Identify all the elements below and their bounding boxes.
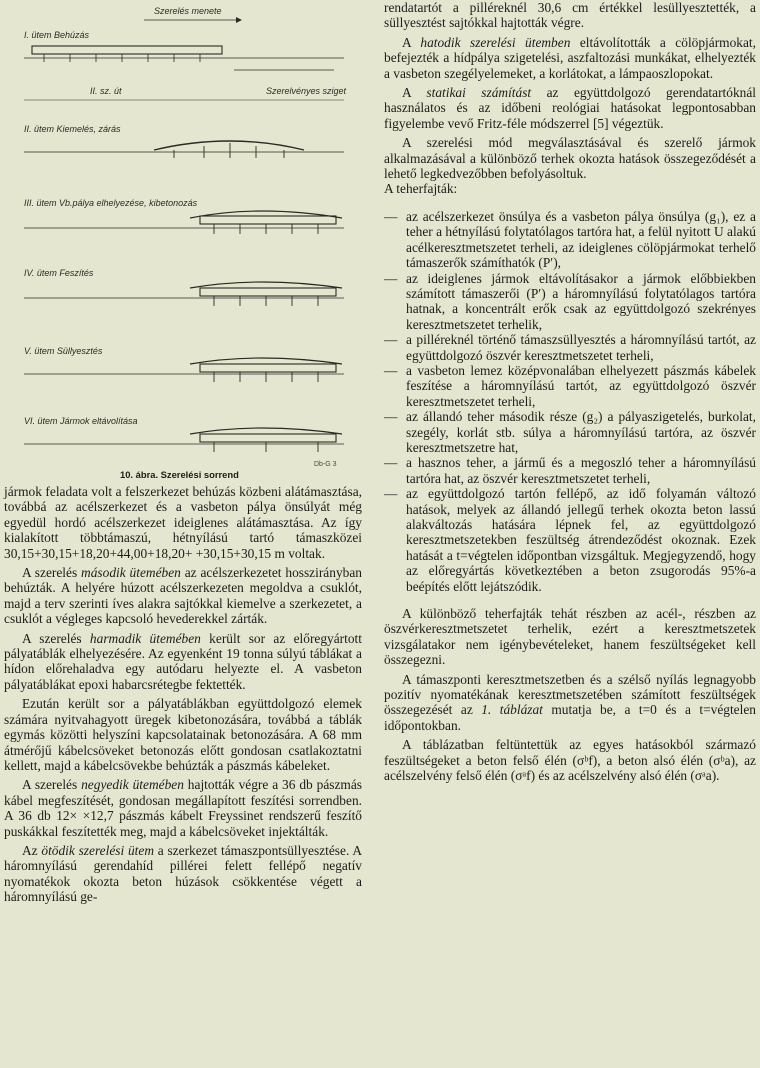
- right-paragraph-7: A támaszponti keresztmetszetben és a szélső nyílás legnagyobb pozitív nyomatékának keresztmetszetében számított feszültségek összegezését az 1. táblázat mutatja be, a t=0 és a t=végtelen időpontokban.: [384, 671, 756, 733]
- right-paragraph-1: rendatartót a pilléreknél 30,6 cm értékkel lesüllyesztették, a süllyesztést sajtókkal hajtották végre.: [384, 0, 756, 31]
- right-paragraph-2: A hatodik szerelési ütemben eltávolították a cölöpjármokat, befejezték a hídpálya szigetelési, aszfaltozási munkákat, elhelyezték a vasbeton szegélyelemeket, a korlátokat, a lámpaoszlopokat.: [384, 34, 757, 81]
- load-item-2: — az ideiglenes jármok eltávolításakor a jármok előbbiekben számított támaszerői (P′) a háromnyílású folytatólagos tartóra hatnak, a koncentrált erők csak az együttdolgozó szekrényes keresztmetszetet terhelik,: [384, 271, 756, 333]
- stage-4-drawing: [24, 282, 344, 306]
- right-paragraph-4: A szerelési mód megválasztásával és szerelő jármok alkalmazásával a különböző terhek okozta hatások összegeződését a lehető legkedvezőbben befolyásoltuk.: [384, 135, 756, 182]
- load-item-7: — az együttdolgozó tartón fellépő, az idő folyamán változó hatások, melyek az állandó jellegű terhek okozta beton lassú alakváltozás hatására lépnek fel, az együttdolgozó keresztmetszetekben feszültség átrendeződést okoznak. Ezek hatását a t=végtelen időpontban vizsgáltuk. Megjegyzendő, hogy az előregyártás következtében a beton zsugorodás 95%-a beépítés előtt lejátszódik.: [384, 486, 756, 594]
- load-item-1: — az acélszerkezet önsúlya és a vasbeton pálya önsúlya (g₁), ez a teher a hétnyílású folytatólagos tartóra hat, a felül nyitott U alakú acélkeresztmetszetet terheli, az ideiglenes cölöpjármokat terhelő támaszerők számíthatók (P′),: [384, 209, 756, 271]
- stage-5-drawing: [24, 358, 344, 382]
- right-paragraph-6: A különböző teherfajták tehát részben az acél-, részben az öszvérkeresztmetszetet terhelik, ezért a keresztmetszetek vizsgálatakor nem igénybevételeket, hanem feszültségeket kell összegezni.: [384, 606, 756, 668]
- figure-caption: 10. ábra. Szerelési sorrend: [120, 469, 239, 480]
- assembly-sequence-diagram: [4, 0, 362, 484]
- right-column: [384, 0, 756, 784]
- load-types-list: [384, 209, 756, 594]
- left-paragraph-6: Az ötödik szerelési ütem a szerkezet támaszpontsüllyesztése. A háromnyílású gerendahíd pillérei felett fellépő negatív nyomatékok okozta beton húzások csökkentése végett a háromnyílású ge-: [4, 842, 362, 905]
- left-paragraph-4: Ezután került sor a pályatáblákban együttdolgozó elemek számára nyitvahagyott üregek kibetonozására, továbbá a táblák egymás közötti helyszíni kapcsolatainak betonozására. A 68 mm átmérőjű kábelcsöveket betonozás előtt gondosan csatlakoztatni kellett, majd a kábelcsövekbe behúzták a pászmás kábeleket.: [4, 696, 362, 773]
- load-item-6: — a hasznos teher, a jármű és a megoszló teher a háromnyílású tartóra hat, az öszvér keresztmetszetet terheli,: [384, 455, 756, 486]
- stage-label-3: III. ütem Vb.pálya elhelyezése, kibetonozás: [24, 198, 198, 208]
- assembly-direction-label: Szerelés menete: [154, 6, 222, 16]
- load-item-4: — a vasbeton lemez középvonalában elhelyezett pászmás kábelek feszítése a háromnyílású tartót, az együttdolgozó öszvér keresztmetszetet terheli,: [384, 363, 756, 409]
- figure-10: [4, 0, 362, 484]
- load-types-heading: A teherfajták:: [384, 181, 458, 197]
- left-column: [4, 0, 362, 905]
- direction-arrow-head: [236, 17, 242, 23]
- island-label: Szerelvényes sziget: [266, 86, 347, 96]
- load-item-5: — az állandó teher második része (g₂) a pályaszigetelés, burkolat, szegély, korlát stb. súlya a háromnyílású tartóra, az öszvér keresztmetszetre hat,: [384, 409, 756, 455]
- stage-2-drawing: [24, 141, 344, 158]
- stage-label-5: V. ütem Süllyesztés: [24, 346, 103, 356]
- load-item-3: — a pilléreknél történő támaszsüllyesztés a háromnyílású tartót, az együttdolgozó öszvér keresztmetszetet terheli,: [384, 332, 756, 363]
- stage-label-4: IV. ütem Feszítés: [24, 268, 94, 278]
- right-paragraph-3: A statikai számítást az együttdolgozó gerendatartóknál használatos és az időbeni reológiai hatásokat legpontosabban figyelembe vevő Fritz-féle módszerrel [5] végeztük.: [384, 85, 757, 131]
- right-paragraph-8: A táblázatban feltüntettük az egyes hatásokból származó feszültségeket a beton felső élén (σᵇf), a beton alsó élén (σᵇa), az acélszelvény felső élén (σᵃf) és az acélszelvény alsó élén (σᵃa).: [384, 737, 756, 784]
- stage-3-drawing: [24, 211, 344, 234]
- left-paragraph-5: A szerelés negyedik ütemében hajtották végre a 36 db pászmás kábel megfeszítését, gondosan megállapított feszítési sorrendben. A 36 db 12× ×12,7 pászmás kábelt Freyssinet rendszerű feszítő puskákkal feszítették meg, majd a kábelcsöveket injektálták.: [4, 777, 362, 839]
- left-paragraph-2: A szerelés második ütemében az acélszerkezetet hosszirányban behúzták. A helyére húzott acélszerkezeten megoldva a csuklót, majd a terv szerinti íves alakra sajtókkal kiemelve a szerkezetet, a csuklót a végleges kapcsoló hevederekkel zárták.: [4, 565, 362, 627]
- stage-label-1: I. ütem Behúzás: [24, 30, 90, 40]
- left-paragraph-1: jármok feladata volt a felszerkezet behúzás közbeni alátámasztása, továbbá az acélszerkezet és a vasbeton pálya önsúlyát még egyedül hordó acélszerkezet ideiglenes alátámasztása. Az így kialakított többtámaszú, hétnyílású tartó támaszközei 30,15+30,15+18,20+44,00+18,20+ +30,15+30,15 m voltak.: [4, 484, 362, 561]
- stage-label-2: II. ütem Kiemelés, zárás: [24, 124, 121, 134]
- stage-6-drawing: [24, 428, 344, 452]
- stage-label-6: VI. ütem Jármok eltávolítása: [24, 416, 138, 426]
- figure-code: Db-G 3: [314, 461, 337, 468]
- left-paragraph-3: A szerelés harmadik ütemében került sor az előregyártott pályatáblák elhelyezésére. Az egyenként 19 tonna súlyú táblákat a hídon előrehaladva egy autódaru helyezte el. A vasbeton pályatáblákat epoxi habarcsrétegbe fektették.: [4, 630, 362, 692]
- pier-label: II. sz. út: [90, 86, 122, 96]
